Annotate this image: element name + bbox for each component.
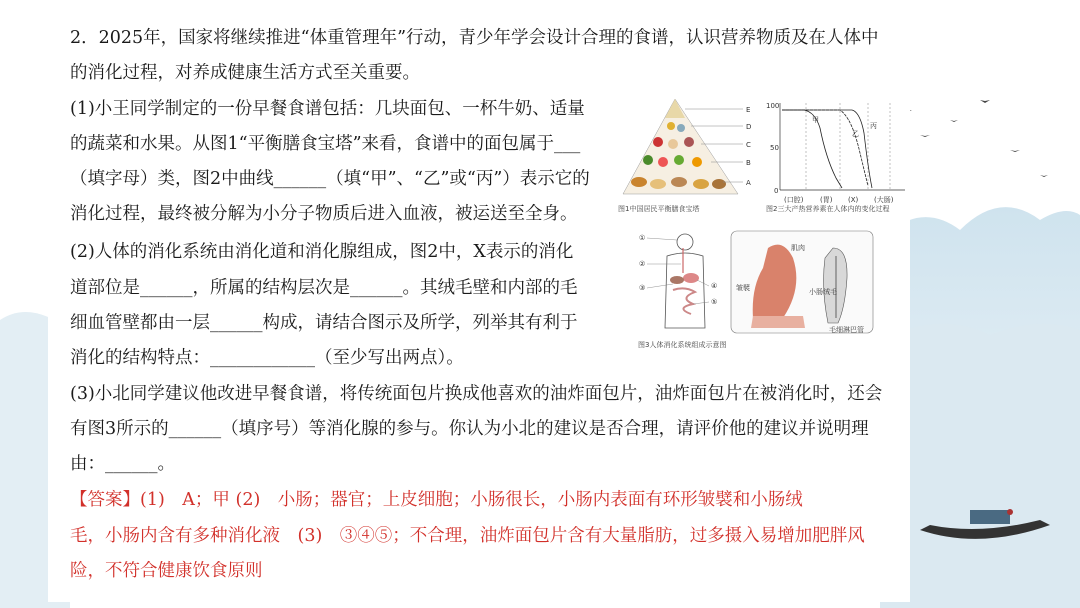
y-tick-0: 0 [774, 187, 779, 195]
part2-line-3: 细血管壁都由一层______构成，请结合图示及所学，列举其有利于 [70, 313, 578, 333]
pyramid-level-b: B [746, 159, 751, 167]
curve-label-jia: 甲 [812, 116, 819, 124]
curve-label-yi: 乙 [852, 130, 859, 138]
part3-line-1: (3)小北同学建议他改进早餐食谱，将传统面包片换成他喜欢的油炸面包片，油炸面包片在被消化时，还会 [70, 384, 883, 404]
part2-line-1: (2)人体的消化系统由消化道和消化腺组成，图2中，X表示的消化 [70, 242, 574, 262]
birds-icon [900, 100, 1048, 177]
digestion-curve-figure [760, 98, 910, 206]
part1-line-3: （填字母）类，图2中曲线______（填“甲”、“乙”或“丙”）表示它的 [70, 169, 590, 189]
curve-label-bing: 丙 [870, 122, 877, 130]
answer-line-1: 【答案】(1) A；甲 (2) 小肠；器官；上皮细胞；小肠很长，小肠内表面有环形皱襞和小肠绒 [70, 490, 803, 510]
muscle-label: 肌肉 [791, 244, 805, 252]
x-label-mouth: (口腔) [784, 196, 804, 204]
food-pyramid-figure [613, 94, 783, 206]
lacteal-label: 毛细淋巴管 [829, 326, 864, 334]
label-2: ② [639, 260, 646, 268]
intro-line-1: 2．2025年，国家将继续推进“体重管理年”行动，青少年学会设计合理的食谱，认识营养物质及在人体中 [70, 28, 879, 48]
fold-label: 皱襞 [736, 284, 750, 292]
part1-line-1: (1)小王同学制定的一份早餐食谱包括：几块面包、一杯牛奶、适量 [70, 99, 585, 119]
part3-line-3: 由：______。 [70, 454, 175, 474]
figure2-caption: 图2三大产热营养素在人体内的变化过程 [766, 205, 890, 213]
landscape-decoration [880, 80, 1080, 608]
pyramid-level-a: A [746, 179, 751, 187]
x-label-large-intestine: (大肠) [874, 196, 894, 204]
y-tick-50: 50 [770, 144, 779, 152]
label-5: ⑤ [711, 298, 718, 306]
answer-line-3: 险，不符合健康饮食原则 [70, 561, 263, 581]
figure3-caption: 图3人体消化系统组成示意图 [638, 341, 727, 349]
figure1-caption: 图1中国居民平衡膳食宝塔 [618, 205, 700, 213]
question-panel [48, 6, 910, 602]
digestive-system-figure [633, 228, 878, 340]
part3-line-2: 有图3所示的______（填序号）等消化腺的参与。你认为小北的建议是否合理，请评价他的建议并说明理 [70, 419, 869, 439]
intro-line-2: 的消化过程，对养成健康生活方式至关重要。 [70, 63, 420, 83]
part1-line-4: 消化过程，最终被分解为小分子物质后进入血液，被运送至全身。 [70, 204, 578, 224]
x-label-stomach: (胃) [820, 196, 833, 204]
x-label-x: (X) [848, 196, 859, 204]
answer-line-2: 毛，小肠内含有多种消化液 (3) ③④⑤；不合理，油炸面包片含有大量脂肪，过多摄入易增加肥胖风 [70, 526, 865, 546]
label-1: ① [639, 234, 646, 242]
label-3: ③ [639, 284, 646, 292]
part1-line-2: 的蔬菜和水果。从图1“平衡膳食宝塔”来看，食谱中的面包属于___ [70, 134, 581, 154]
pyramid-level-d: D [746, 123, 752, 131]
pyramid-level-c: C [746, 141, 751, 149]
y-tick-100: 100 [766, 102, 780, 110]
part2-line-4: 消化的结构特点：____________（至少写出两点）。 [70, 348, 464, 368]
villus-label: 小肠绒毛 [809, 288, 837, 296]
part2-line-2: 道部位是______，所属的结构层次是______。其绒毛壁和内部的毛 [70, 278, 578, 298]
label-4: ④ [711, 282, 718, 290]
curve-bing [782, 110, 872, 188]
pyramid-level-e: E [746, 106, 751, 114]
